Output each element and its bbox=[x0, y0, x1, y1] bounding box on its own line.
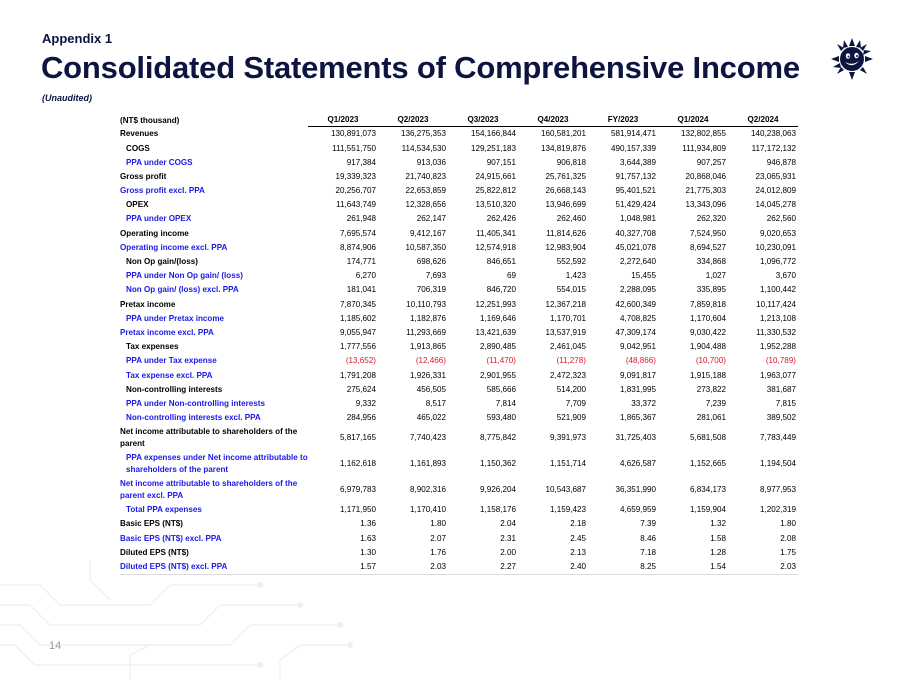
unaudited-note: (Unaudited) bbox=[42, 93, 92, 103]
table-cell: 13,343,096 bbox=[685, 200, 726, 210]
table-row bbox=[120, 269, 798, 283]
table-cell: 1,926,331 bbox=[409, 370, 446, 380]
table-cell: 13,537,919 bbox=[545, 327, 586, 337]
table-cell: 3,644,389 bbox=[619, 157, 656, 167]
table-cell: 1.80 bbox=[780, 519, 796, 529]
table-cell: (48,866) bbox=[625, 356, 656, 366]
table-cell: 117,172,132 bbox=[751, 143, 796, 153]
table-cell: 20,256,707 bbox=[335, 186, 376, 196]
row-label: PPA under Non-controlling interests bbox=[126, 398, 265, 408]
table-cell: 130,891,073 bbox=[330, 129, 376, 139]
table-cell: 1.75 bbox=[780, 547, 796, 557]
table-cell: 262,560 bbox=[766, 214, 796, 224]
table-cell: 381,687 bbox=[766, 384, 796, 394]
table-cell: 12,574,918 bbox=[475, 242, 516, 252]
table-cell: 91,757,132 bbox=[615, 171, 656, 181]
table-cell: 552,592 bbox=[556, 257, 586, 267]
row-label: Tax expenses bbox=[126, 342, 179, 352]
table-cell: 10,587,350 bbox=[405, 242, 446, 252]
table-cell: 9,091,817 bbox=[619, 370, 656, 380]
table-cell: 284,956 bbox=[346, 413, 376, 423]
column-header: Q2/2024 bbox=[728, 114, 798, 127]
table-cell: 1,100,442 bbox=[759, 285, 796, 295]
row-label: Basic EPS (NT$) excl. PPA bbox=[120, 533, 222, 543]
table-cell: 2.31 bbox=[500, 533, 516, 543]
table-header-row bbox=[120, 114, 798, 127]
table-row bbox=[120, 546, 798, 560]
table-row bbox=[120, 397, 798, 411]
table-row bbox=[120, 411, 798, 425]
table-cell: 14,045,278 bbox=[755, 200, 796, 210]
table-cell: 12,983,904 bbox=[545, 242, 586, 252]
table-cell: 1,096,772 bbox=[759, 257, 796, 267]
table-cell: 4,659,959 bbox=[619, 505, 656, 515]
table-row bbox=[120, 311, 798, 325]
row-label: Pretax income excl. PPA bbox=[120, 327, 214, 337]
table-row bbox=[120, 127, 798, 142]
row-label: Revenues bbox=[120, 129, 159, 139]
table-cell: 7,695,574 bbox=[339, 228, 376, 238]
table-cell: 6,270 bbox=[355, 271, 376, 281]
table-row bbox=[120, 368, 798, 382]
table-cell: 111,934,809 bbox=[682, 143, 726, 153]
table-cell: 3,670 bbox=[775, 271, 796, 281]
row-label: PPA under Non Op gain/ (loss) bbox=[126, 271, 243, 281]
table-cell: 1.80 bbox=[430, 519, 446, 529]
table-cell: 262,426 bbox=[486, 214, 516, 224]
table-cell: 521,909 bbox=[556, 413, 586, 423]
table-cell: 1.30 bbox=[360, 547, 376, 557]
table-cell: 334,868 bbox=[696, 257, 726, 267]
sun-face-logo-icon bbox=[830, 37, 874, 81]
table-cell: 47,309,174 bbox=[615, 327, 656, 337]
table-row bbox=[120, 297, 798, 311]
table-cell: 1,171,950 bbox=[339, 505, 376, 515]
table-cell: 42,600,349 bbox=[615, 299, 656, 309]
table-cell: 1,170,410 bbox=[409, 505, 446, 515]
table-cell: 1,963,077 bbox=[759, 370, 796, 380]
row-label: Tax expense excl. PPA bbox=[126, 370, 213, 380]
table-cell: 26,668,143 bbox=[545, 186, 586, 196]
table-cell: 2,901,955 bbox=[479, 370, 516, 380]
table-cell: 25,822,812 bbox=[475, 186, 516, 196]
table-cell: 1.76 bbox=[430, 547, 446, 557]
table-cell: 1,152,665 bbox=[689, 459, 726, 469]
table-cell: 907,257 bbox=[696, 157, 726, 167]
row-label: Diluted EPS (NT$) excl. PPA bbox=[120, 560, 308, 575]
table-cell: 7,783,449 bbox=[759, 433, 796, 443]
table-cell: 7,815 bbox=[775, 398, 796, 408]
table-row bbox=[120, 451, 798, 477]
table-cell: 1,831,995 bbox=[619, 384, 656, 394]
table-cell: 7.18 bbox=[640, 547, 656, 557]
column-header: Q1/2024 bbox=[658, 114, 728, 127]
table-cell: 593,480 bbox=[486, 413, 516, 423]
table-cell: 7,709 bbox=[565, 398, 586, 408]
table-cell: 5,681,508 bbox=[689, 433, 726, 443]
table-cell: 1,151,714 bbox=[549, 459, 586, 469]
page-number: 14 bbox=[49, 640, 62, 652]
table-cell: 13,946,699 bbox=[545, 200, 586, 210]
row-label: Basic EPS (NT$) bbox=[120, 519, 183, 529]
table-cell: 1.32 bbox=[710, 519, 726, 529]
table-cell: 706,319 bbox=[416, 285, 446, 295]
table-cell: 2.00 bbox=[500, 547, 516, 557]
table-cell: 8,694,527 bbox=[689, 242, 726, 252]
table-cell: 5,817,165 bbox=[339, 433, 376, 443]
table-cell: 2.18 bbox=[570, 519, 586, 529]
table-cell: 389,502 bbox=[766, 413, 796, 423]
table-cell: 11,643,749 bbox=[336, 200, 376, 210]
table-cell: 4,708,825 bbox=[619, 313, 656, 323]
table-cell: 7,814 bbox=[495, 398, 516, 408]
table-cell: 20,868,046 bbox=[685, 171, 726, 181]
table-cell: 2,288,095 bbox=[619, 285, 656, 295]
table-cell: 8,775,842 bbox=[479, 433, 516, 443]
row-label: PPA expenses under Net income attributable to shareholders of the parent bbox=[126, 453, 308, 474]
table-cell: 2.03 bbox=[378, 560, 448, 575]
table-cell: 1.57 bbox=[308, 560, 378, 575]
table-cell: 1,159,904 bbox=[689, 505, 726, 515]
table-cell: 4,626,587 bbox=[619, 459, 656, 469]
table-cell: 1,048,981 bbox=[619, 214, 656, 224]
table-cell: 15,455 bbox=[631, 271, 656, 281]
table-cell: 8,902,316 bbox=[409, 485, 446, 495]
table-cell: 8,874,906 bbox=[339, 242, 376, 252]
table-cell: 51,429,424 bbox=[615, 200, 656, 210]
table-cell: 1,170,604 bbox=[689, 313, 726, 323]
table-cell: 1,182,876 bbox=[409, 313, 446, 323]
row-label: Non Op gain/ (loss) excl. PPA bbox=[126, 285, 239, 295]
table-cell: 11,293,669 bbox=[406, 327, 446, 337]
table-cell: 7,524,950 bbox=[689, 228, 726, 238]
circuit-pattern-decoration bbox=[0, 560, 360, 680]
table-cell: 11,814,626 bbox=[546, 228, 586, 238]
page-title: Consolidated Statements of Comprehensive Income bbox=[41, 50, 800, 85]
table-cell: 698,626 bbox=[416, 257, 446, 267]
table-cell: 111,551,750 bbox=[332, 143, 376, 153]
table-cell: (10,789) bbox=[765, 356, 796, 366]
table-cell: 1.63 bbox=[360, 533, 376, 543]
table-cell: 6,979,783 bbox=[339, 485, 376, 495]
table-cell: 7,870,345 bbox=[339, 299, 376, 309]
row-label: Net income attributable to shareholders of the parent excl. PPA bbox=[120, 479, 298, 500]
table-cell: 1,202,319 bbox=[759, 505, 796, 515]
table-cell: 7,859,818 bbox=[689, 299, 726, 309]
table-cell: 45,021,078 bbox=[615, 242, 656, 252]
row-label: OPEX bbox=[126, 200, 149, 210]
table-cell: 2.45 bbox=[570, 533, 586, 543]
row-label: Non Op gain/(loss) bbox=[126, 257, 198, 267]
table-cell: 917,384 bbox=[346, 157, 376, 167]
table-cell: 36,351,990 bbox=[615, 485, 656, 495]
table-cell: 1.54 bbox=[658, 560, 728, 575]
table-cell: 129,251,183 bbox=[470, 143, 516, 153]
column-header: Q3/2023 bbox=[448, 114, 518, 127]
table-cell: 10,117,424 bbox=[756, 299, 796, 309]
table-cell: 554,015 bbox=[556, 285, 586, 295]
table-cell: 1,170,701 bbox=[549, 313, 586, 323]
table-cell: 1,169,646 bbox=[479, 313, 516, 323]
table-cell: 262,320 bbox=[696, 214, 726, 224]
table-cell: 1,913,865 bbox=[409, 342, 446, 352]
table-row bbox=[120, 141, 798, 155]
table-cell: 281,061 bbox=[696, 413, 726, 423]
table-cell: 273,822 bbox=[696, 384, 726, 394]
table-cell: 10,543,687 bbox=[545, 485, 586, 495]
table-cell: 9,055,947 bbox=[339, 327, 376, 337]
table-row bbox=[120, 184, 798, 198]
table-cell: 23,065,931 bbox=[755, 171, 796, 181]
table-cell: 1,159,423 bbox=[549, 505, 586, 515]
table-row bbox=[120, 241, 798, 255]
table-cell: 24,012,809 bbox=[755, 186, 796, 196]
table-cell: 160,581,201 bbox=[540, 129, 586, 139]
table-cell: 846,720 bbox=[486, 285, 516, 295]
table-cell: 140,238,063 bbox=[750, 129, 796, 139]
table-cell: 21,740,823 bbox=[405, 171, 446, 181]
table-row bbox=[120, 212, 798, 226]
table-row bbox=[120, 531, 798, 545]
table-cell: 2.27 bbox=[448, 560, 518, 575]
table-cell: 9,020,653 bbox=[759, 228, 796, 238]
table-cell: 1,158,176 bbox=[479, 505, 516, 515]
table-cell: 9,412,167 bbox=[409, 228, 446, 238]
table-cell: 7,693 bbox=[425, 271, 446, 281]
table-cell: 1,904,488 bbox=[689, 342, 726, 352]
table-row bbox=[120, 382, 798, 396]
table-cell: 9,391,973 bbox=[549, 433, 586, 443]
table-cell: 95,401,521 bbox=[615, 186, 656, 196]
row-label: Net income attributable to shareholders of the parent bbox=[120, 427, 298, 448]
table-cell: 22,653,859 bbox=[405, 186, 446, 196]
table-cell: 456,505 bbox=[416, 384, 446, 394]
appendix-label: Appendix 1 bbox=[42, 31, 113, 46]
table-cell: 465,022 bbox=[416, 413, 446, 423]
table-cell: 581,914,471 bbox=[610, 129, 656, 139]
income-statement-table bbox=[120, 114, 798, 575]
row-label: Diluted EPS (NT$) bbox=[120, 547, 189, 557]
table-cell: 154,166,844 bbox=[470, 129, 516, 139]
table-cell: 11,330,532 bbox=[756, 327, 796, 337]
table-cell: 946,878 bbox=[766, 157, 796, 167]
table-row bbox=[120, 503, 798, 517]
table-cell: 585,666 bbox=[486, 384, 516, 394]
table-cell: 2.04 bbox=[500, 519, 516, 529]
table-cell: 906,818 bbox=[556, 157, 586, 167]
unit-label: (NT$ thousand) bbox=[120, 115, 180, 125]
table-cell: 114,534,530 bbox=[401, 143, 446, 153]
table-cell: 2.07 bbox=[430, 533, 446, 543]
table-cell: 262,147 bbox=[416, 214, 446, 224]
column-header: Q4/2023 bbox=[518, 114, 588, 127]
table-cell: 40,327,708 bbox=[615, 228, 656, 238]
table-cell: 514,200 bbox=[556, 384, 586, 394]
table-cell: 1.28 bbox=[710, 547, 726, 557]
table-cell: 1,865,367 bbox=[619, 413, 656, 423]
table-cell: 846,651 bbox=[486, 257, 516, 267]
table-row bbox=[120, 477, 798, 503]
table-cell: 1,027 bbox=[705, 271, 726, 281]
table-cell: 7.39 bbox=[640, 519, 656, 529]
table-cell: 9,042,951 bbox=[619, 342, 656, 352]
column-header: Q2/2023 bbox=[378, 114, 448, 127]
table-cell: 13,510,320 bbox=[475, 200, 516, 210]
table-row bbox=[120, 283, 798, 297]
table-cell: 261,948 bbox=[346, 214, 376, 224]
column-header: FY/2023 bbox=[588, 114, 658, 127]
table-cell: (12,466) bbox=[415, 356, 446, 366]
table-cell: 7,239 bbox=[705, 398, 726, 408]
table-cell: 2,272,640 bbox=[619, 257, 656, 267]
table-cell: 2,890,485 bbox=[479, 342, 516, 352]
table-cell: 174,771 bbox=[346, 257, 376, 267]
table-cell: 9,926,204 bbox=[479, 485, 516, 495]
table-cell: 1,213,108 bbox=[759, 313, 796, 323]
table-cell: 12,328,656 bbox=[405, 200, 446, 210]
table-cell: 19,339,323 bbox=[335, 171, 376, 181]
table-cell: (11,278) bbox=[556, 356, 586, 366]
row-label: PPA under COGS bbox=[126, 157, 193, 167]
table-cell: 12,367,218 bbox=[545, 299, 586, 309]
row-label: Operating income excl. PPA bbox=[120, 242, 228, 252]
table-row bbox=[120, 517, 798, 531]
table-cell: 1,791,208 bbox=[339, 370, 376, 380]
table-cell: (10,700) bbox=[695, 356, 726, 366]
row-label: COGS bbox=[126, 143, 150, 153]
row-label: Non-controlling interests excl. PPA bbox=[126, 413, 261, 423]
table-row bbox=[120, 226, 798, 240]
row-label: Gross profit excl. PPA bbox=[120, 186, 205, 196]
table-cell: 1,777,556 bbox=[339, 342, 376, 352]
table-cell: 9,332 bbox=[355, 398, 376, 408]
table-row bbox=[120, 198, 798, 212]
table-cell: 181,041 bbox=[346, 285, 376, 295]
table-cell: 8.46 bbox=[640, 533, 656, 543]
table-cell: (13,652) bbox=[345, 356, 376, 366]
table-cell: 2,461,045 bbox=[549, 342, 586, 352]
table-cell: 262,460 bbox=[556, 214, 586, 224]
table-cell: 136,275,353 bbox=[400, 129, 446, 139]
table-cell: 490,157,339 bbox=[610, 143, 656, 153]
row-label: Non-controlling interests bbox=[126, 384, 223, 394]
table-cell: 12,251,993 bbox=[475, 299, 516, 309]
table-cell: 69 bbox=[506, 271, 516, 281]
table-cell: 31,725,403 bbox=[615, 433, 656, 443]
table-cell: 10,230,091 bbox=[755, 242, 796, 252]
table-cell: 1,161,893 bbox=[409, 459, 446, 469]
table-cell: 1,952,288 bbox=[759, 342, 796, 352]
table-cell: 8.25 bbox=[588, 560, 658, 575]
row-label: Pretax income bbox=[120, 299, 176, 309]
table-cell: 1,423 bbox=[565, 271, 586, 281]
table-cell: 2.08 bbox=[780, 533, 796, 543]
table-cell: 335,895 bbox=[696, 285, 726, 295]
table-cell: 1,150,362 bbox=[479, 459, 516, 469]
table-cell: 21,775,303 bbox=[685, 186, 726, 196]
table-row bbox=[120, 425, 798, 451]
table-cell: 9,030,422 bbox=[689, 327, 726, 337]
table-cell: 6,834,173 bbox=[689, 485, 726, 495]
table-cell: 134,819,876 bbox=[540, 143, 586, 153]
table-cell: 2.40 bbox=[518, 560, 588, 575]
table-cell: 33,372 bbox=[631, 398, 656, 408]
table-cell: 2.03 bbox=[728, 560, 798, 575]
table-cell: 275,624 bbox=[346, 384, 376, 394]
table-row bbox=[120, 155, 798, 169]
table-cell: 8,977,953 bbox=[759, 485, 796, 495]
table-cell: 1.36 bbox=[360, 519, 376, 529]
row-label: Operating income bbox=[120, 228, 189, 238]
table-cell: 24,915,661 bbox=[475, 171, 516, 181]
column-header: Q1/2023 bbox=[308, 114, 378, 127]
table-cell: 10,110,793 bbox=[406, 299, 446, 309]
table-cell: 1,194,504 bbox=[759, 459, 796, 469]
table-cell: 25,761,325 bbox=[545, 171, 586, 181]
table-row bbox=[120, 255, 798, 269]
table-cell: 907,151 bbox=[486, 157, 516, 167]
table-row bbox=[120, 354, 798, 368]
table-cell: 13,421,639 bbox=[475, 327, 516, 337]
table-cell: 8,517 bbox=[425, 398, 446, 408]
table-cell: (11,470) bbox=[486, 356, 516, 366]
table-cell: 1,185,602 bbox=[339, 313, 376, 323]
table-cell: 132,802,855 bbox=[680, 129, 726, 139]
table-cell: 1,915,188 bbox=[689, 370, 726, 380]
table-cell: 7,740,423 bbox=[409, 433, 446, 443]
table-row bbox=[120, 340, 798, 354]
table-cell: 2.13 bbox=[570, 547, 586, 557]
table-row bbox=[120, 170, 798, 184]
row-label: Gross profit bbox=[120, 171, 167, 181]
row-label: Total PPA expenses bbox=[126, 505, 202, 515]
table-cell: 1.58 bbox=[710, 533, 726, 543]
table-cell: 2,472,323 bbox=[549, 370, 586, 380]
table-cell: 913,036 bbox=[416, 157, 446, 167]
row-label: PPA under Tax expense bbox=[126, 356, 217, 366]
table-row bbox=[120, 326, 798, 340]
table-cell: 1,162,618 bbox=[339, 459, 376, 469]
row-label: PPA under Pretax income bbox=[126, 313, 225, 323]
row-label: PPA under OPEX bbox=[126, 214, 192, 224]
table-cell: 11,405,341 bbox=[476, 228, 516, 238]
